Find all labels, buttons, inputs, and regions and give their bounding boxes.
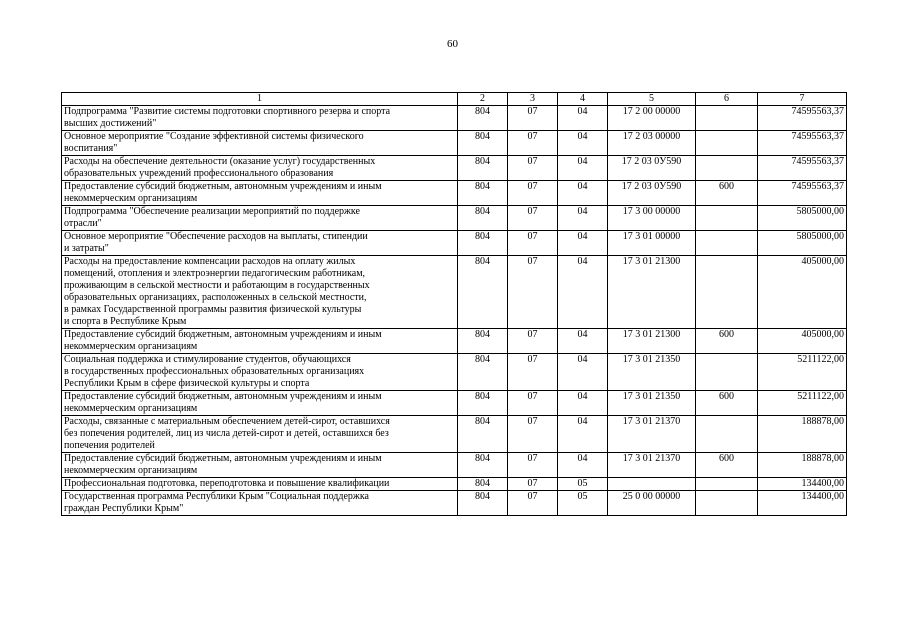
- expense-name-cell: Подпрограмма "Обеспечение реализации мероприятий по поддержке отрасли": [62, 206, 458, 231]
- subsection-code-cell: 04: [558, 416, 608, 453]
- target-article-cell: 17 3 01 21370: [608, 453, 696, 478]
- subsection-code-cell: 04: [558, 256, 608, 329]
- section-code-cell: 07: [508, 453, 558, 478]
- subsection-code-cell: 04: [558, 156, 608, 181]
- column-header: 2: [458, 93, 508, 106]
- expense-name-cell: Основное мероприятие "Обеспечение расходов на выплаты, стипендии и затраты": [62, 231, 458, 256]
- grbs-code-cell: 804: [458, 329, 508, 354]
- expense-name-cell: Расходы, связанные с материальным обеспечением детей-сирот, оставшихся без попечения родителей, лиц из числа детей-сирот и детей, оставшихся без попечения родителей: [62, 416, 458, 453]
- target-article-cell: 17 3 01 21300: [608, 329, 696, 354]
- amount-cell: 5805000,00: [758, 206, 847, 231]
- table-row: [62, 478, 847, 491]
- column-header: 3: [508, 93, 558, 106]
- section-code-cell: 07: [508, 478, 558, 491]
- expense-type-cell: 600: [696, 329, 758, 354]
- subsection-code-cell: 04: [558, 231, 608, 256]
- expense-name-cell: Предоставление субсидий бюджетным, автономным учреждениям и иным некоммерческим организациям: [62, 329, 458, 354]
- amount-cell: 405000,00: [758, 329, 847, 354]
- expense-name-cell: Подпрограмма "Развитие системы подготовки спортивного резерва и спорта высших достижений": [62, 106, 458, 131]
- subsection-code-cell: 04: [558, 391, 608, 416]
- section-code-cell: 07: [508, 391, 558, 416]
- expense-type-cell: [696, 106, 758, 131]
- amount-cell: 74595563,37: [758, 106, 847, 131]
- expense-name-cell: Предоставление субсидий бюджетным, автономным учреждениям и иным некоммерческим организациям: [62, 391, 458, 416]
- table-row: [62, 231, 847, 256]
- target-article-cell: 17 3 01 21300: [608, 256, 696, 329]
- grbs-code-cell: 804: [458, 256, 508, 329]
- table-row: [62, 206, 847, 231]
- expense-type-cell: [696, 156, 758, 181]
- target-article-cell: 17 2 03 0У590: [608, 181, 696, 206]
- grbs-code-cell: 804: [458, 156, 508, 181]
- section-code-cell: 07: [508, 231, 558, 256]
- expense-name-cell: Социальная поддержка и стимулирование студентов, обучающихся в государственных профессиональных образовательных организациях Республики Крым в сфере физической культуры и спорта: [62, 354, 458, 391]
- grbs-code-cell: 804: [458, 453, 508, 478]
- table-row: [62, 156, 847, 181]
- header-row: [62, 93, 847, 106]
- expense-name-cell: Расходы на предоставление компенсации расходов на оплату жилых помещений, отопления и электроэнергии педагогическим работникам, проживающим в сельской местности и работающим в государственных образовательных организациях, расположенных в сельской местности, в рамках Государственной программы развития физической культуры и спорта в Республике Крым: [62, 256, 458, 329]
- grbs-code-cell: 804: [458, 106, 508, 131]
- subsection-code-cell: 04: [558, 181, 608, 206]
- section-code-cell: 07: [508, 181, 558, 206]
- table-row: [62, 329, 847, 354]
- target-article-cell: 17 3 01 21350: [608, 354, 696, 391]
- section-code-cell: 07: [508, 106, 558, 131]
- amount-cell: 5211122,00: [758, 391, 847, 416]
- subsection-code-cell: 05: [558, 478, 608, 491]
- subsection-code-cell: 04: [558, 206, 608, 231]
- subsection-code-cell: 04: [558, 354, 608, 391]
- budget-table: [61, 92, 847, 516]
- grbs-code-cell: 804: [458, 181, 508, 206]
- amount-cell: 188878,00: [758, 416, 847, 453]
- amount-cell: 5211122,00: [758, 354, 847, 391]
- subsection-code-cell: 04: [558, 106, 608, 131]
- table-row: [62, 453, 847, 478]
- expense-type-cell: [696, 131, 758, 156]
- table-row: [62, 391, 847, 416]
- amount-cell: 74595563,37: [758, 156, 847, 181]
- grbs-code-cell: 804: [458, 391, 508, 416]
- expense-type-cell: [696, 354, 758, 391]
- section-code-cell: 07: [508, 491, 558, 516]
- amount-cell: 134400,00: [758, 491, 847, 516]
- grbs-code-cell: 804: [458, 478, 508, 491]
- table-row: [62, 106, 847, 131]
- expense-type-cell: 600: [696, 181, 758, 206]
- grbs-code-cell: 804: [458, 354, 508, 391]
- expense-type-cell: [696, 478, 758, 491]
- section-code-cell: 07: [508, 156, 558, 181]
- subsection-code-cell: 04: [558, 453, 608, 478]
- amount-cell: 5805000,00: [758, 231, 847, 256]
- target-article-cell: 17 3 00 00000: [608, 206, 696, 231]
- grbs-code-cell: 804: [458, 206, 508, 231]
- target-article-cell: 17 3 01 21350: [608, 391, 696, 416]
- section-code-cell: 07: [508, 329, 558, 354]
- section-code-cell: 07: [508, 354, 558, 391]
- column-header: 4: [558, 93, 608, 106]
- section-code-cell: 07: [508, 416, 558, 453]
- table-body: [62, 106, 847, 516]
- section-code-cell: 07: [508, 256, 558, 329]
- grbs-code-cell: 804: [458, 231, 508, 256]
- expense-type-cell: [696, 416, 758, 453]
- table-row: [62, 181, 847, 206]
- target-article-cell: 17 2 03 0У590: [608, 156, 696, 181]
- grbs-code-cell: 804: [458, 131, 508, 156]
- target-article-cell: 17 3 01 00000: [608, 231, 696, 256]
- subsection-code-cell: 04: [558, 131, 608, 156]
- expense-name-cell: Предоставление субсидий бюджетным, автономным учреждениям и иным некоммерческим организациям: [62, 453, 458, 478]
- grbs-code-cell: 804: [458, 416, 508, 453]
- amount-cell: 188878,00: [758, 453, 847, 478]
- section-code-cell: 07: [508, 206, 558, 231]
- target-article-cell: 17 2 03 00000: [608, 131, 696, 156]
- expense-type-cell: [696, 231, 758, 256]
- table-row: [62, 416, 847, 453]
- target-article-cell: 17 3 01 21370: [608, 416, 696, 453]
- target-article-cell: 25 0 00 00000: [608, 491, 696, 516]
- expense-name-cell: Государственная программа Республики Крым "Социальная поддержка граждан Республики Крым": [62, 491, 458, 516]
- expense-type-cell: 600: [696, 453, 758, 478]
- expense-type-cell: [696, 491, 758, 516]
- column-header: 7: [758, 93, 847, 106]
- amount-cell: 74595563,37: [758, 181, 847, 206]
- page-number: 60: [447, 38, 458, 50]
- table-row: [62, 491, 847, 516]
- section-code-cell: 07: [508, 131, 558, 156]
- expense-name-cell: Основное мероприятие "Создание эффективной системы физического воспитания": [62, 131, 458, 156]
- grbs-code-cell: 804: [458, 491, 508, 516]
- target-article-cell: 17 2 00 00000: [608, 106, 696, 131]
- amount-cell: 74595563,37: [758, 131, 847, 156]
- subsection-code-cell: 04: [558, 329, 608, 354]
- table-row: [62, 131, 847, 156]
- column-header: 1: [62, 93, 458, 106]
- expense-name-cell: Расходы на обеспечение деятельности (оказание услуг) государственных образовательных учреждений профессионального образования: [62, 156, 458, 181]
- expense-name-cell: Профессиональная подготовка, переподготовка и повышение квалификации: [62, 478, 458, 491]
- expense-type-cell: 600: [696, 391, 758, 416]
- amount-cell: 134400,00: [758, 478, 847, 491]
- expense-type-cell: [696, 256, 758, 329]
- subsection-code-cell: 05: [558, 491, 608, 516]
- amount-cell: 405000,00: [758, 256, 847, 329]
- table-row: [62, 354, 847, 391]
- expense-type-cell: [696, 206, 758, 231]
- table-row: [62, 256, 847, 329]
- column-header: 5: [608, 93, 696, 106]
- expense-name-cell: Предоставление субсидий бюджетным, автономным учреждениям и иным некоммерческим организациям: [62, 181, 458, 206]
- column-header: 6: [696, 93, 758, 106]
- target-article-cell: [608, 478, 696, 491]
